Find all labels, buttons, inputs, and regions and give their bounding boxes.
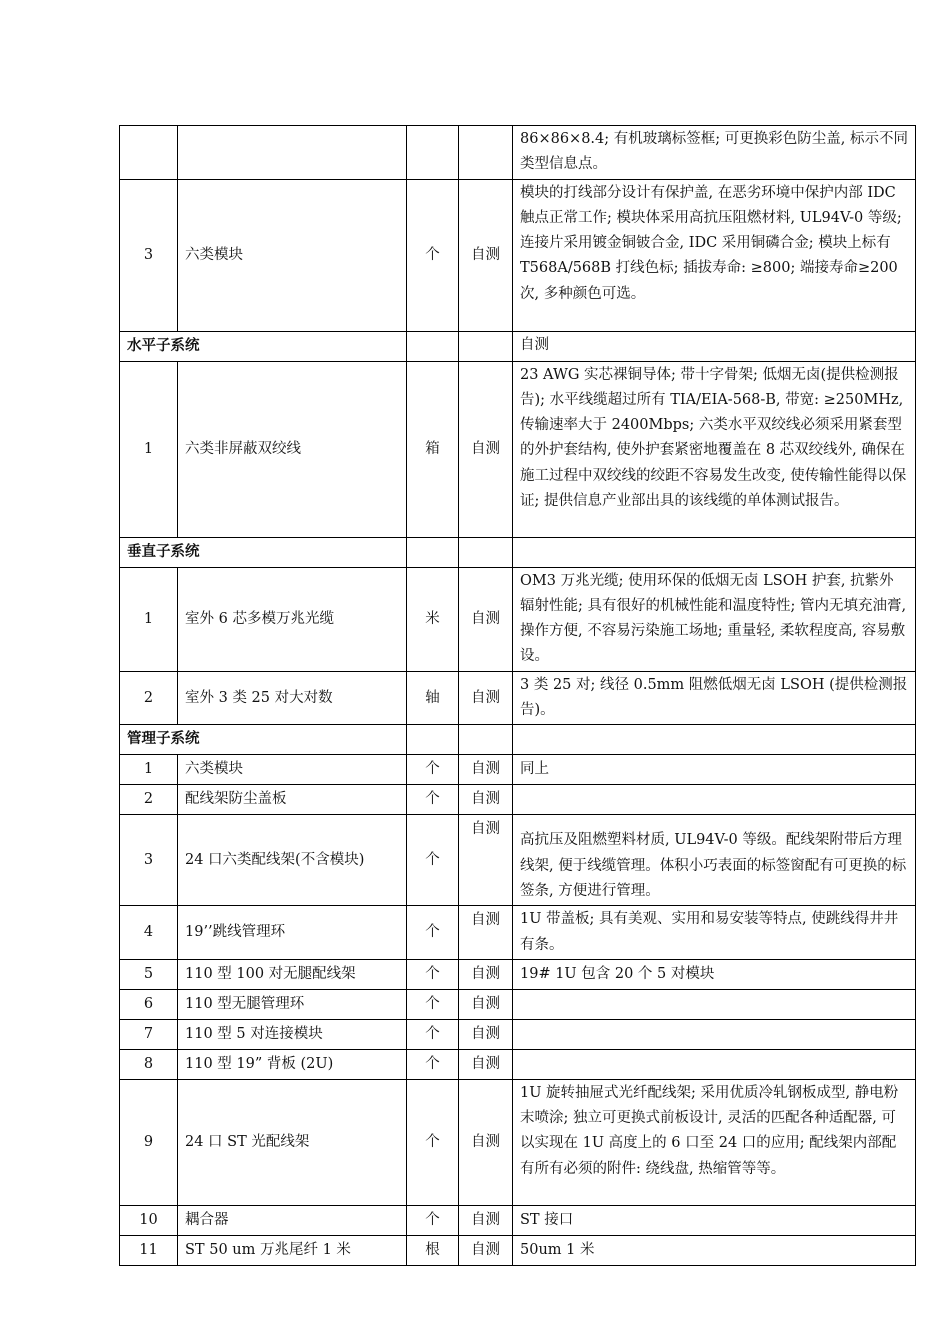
item-name-cell: 24 口 ST 光配线架	[178, 1079, 407, 1205]
row-number-cell: 7	[120, 1019, 178, 1049]
description-cell	[513, 1019, 916, 1049]
source-cell: 自测	[459, 959, 513, 989]
source-cell: 自测	[459, 906, 513, 960]
document-page	[119, 125, 915, 1266]
item-name-cell: 六类模块	[178, 755, 407, 785]
item-name-cell: 19’’跳线管理环	[178, 906, 407, 960]
source-cell: 自测	[459, 1049, 513, 1079]
source-cell: 自测	[459, 567, 513, 671]
description-cell: ST 接口	[513, 1205, 916, 1235]
source-cell: 自测	[459, 989, 513, 1019]
description-cell: 86×86×8.4; 有机玻璃标签框; 可更换彩色防尘盖, 标示不同类型信息点。	[513, 126, 916, 180]
unit-cell: 个	[407, 815, 459, 906]
unit-cell	[407, 126, 459, 180]
source-cell: 自测	[459, 1079, 513, 1205]
table-row	[120, 755, 916, 785]
table-row	[120, 126, 916, 180]
item-name-cell: 24 口六类配线架(不含模块)	[178, 815, 407, 906]
description-cell: 1U 旋转抽屉式光纤配线架; 采用优质冷轧钢板成型, 静电粉末喷涂; 独立可更换式前板设计, 灵活的匹配各种适配器, 可以实现在 1U 高度上的 6 口至 24 口的应用; 配线架内部配有所有必须的附件: 绕线盘, 热缩管等等。	[513, 1079, 916, 1205]
table-row	[120, 815, 916, 906]
table-row	[120, 671, 916, 725]
description-cell: 1U 带盖板; 具有美观、实用和易安装等特点, 使跳线得井井有条。	[513, 906, 916, 960]
row-number-cell: 3	[120, 815, 178, 906]
row-number-cell: 1	[120, 755, 178, 785]
item-name-cell: 室外 6 芯多模万兆光缆	[178, 567, 407, 671]
table-row	[120, 989, 916, 1019]
unit-cell: 个	[407, 989, 459, 1019]
table-row	[120, 567, 916, 671]
unit-cell: 个	[407, 1205, 459, 1235]
source-cell: 自测	[459, 1235, 513, 1265]
description-cell: 高抗压及阻燃塑料材质, UL94V-0 等级。配线架附带后方理线架, 便于线缆管理。体积小巧表面的标签窗配有可更换的标签条, 方便进行管理。	[513, 815, 916, 906]
table-row	[120, 179, 916, 331]
description-cell	[513, 725, 916, 755]
row-number-cell: 10	[120, 1205, 178, 1235]
description-cell: 23 AWG 实芯裸铜导体; 带十字骨架; 低烟无卤(提供检测报告); 水平线缆超过所有 TIA/EIA-568-B, 带宽: ≥250MHz, 传输速率大于 2400Mbps; 六类水平双绞线必须采用紧套型的外护套结构, 使外护套紧密地覆盖在 8 芯双绞线外, 确保在施工过程中双绞线的绞距不容易发生改变, 使传输性能得以保证; 提供信息产业部出具的该线缆的单体测试报告。	[513, 361, 916, 537]
description-cell	[513, 537, 916, 567]
unit-cell: 根	[407, 1235, 459, 1265]
row-number-cell: 5	[120, 959, 178, 989]
unit-cell	[407, 537, 459, 567]
table-row	[120, 361, 916, 537]
unit-cell: 个	[407, 906, 459, 960]
source-cell	[459, 331, 513, 361]
unit-cell: 箱	[407, 361, 459, 537]
row-number-cell: 3	[120, 179, 178, 331]
source-cell: 自测	[459, 815, 513, 906]
item-name-cell: 六类模块	[178, 179, 407, 331]
source-cell: 自测	[459, 671, 513, 725]
source-cell: 自测	[459, 1019, 513, 1049]
table-row	[120, 1049, 916, 1079]
table-row	[120, 1205, 916, 1235]
item-name-cell: 110 型 19” 背板 (2U)	[178, 1049, 407, 1079]
section-title: 管理子系统	[120, 725, 407, 755]
table-row	[120, 906, 916, 960]
source-cell	[459, 126, 513, 180]
unit-cell: 米	[407, 567, 459, 671]
row-number-cell: 11	[120, 1235, 178, 1265]
section-header-row	[120, 725, 916, 755]
item-name-cell: 110 型 5 对连接模块	[178, 1019, 407, 1049]
unit-cell: 个	[407, 179, 459, 331]
table-row	[120, 1079, 916, 1205]
table-row	[120, 1235, 916, 1265]
item-name-cell: 配线架防尘盖板	[178, 785, 407, 815]
description-cell: 3 类 25 对; 线径 0.5mm 阻燃低烟无卤 LSOH (提供检测报告)。	[513, 671, 916, 725]
source-cell: 自测	[459, 361, 513, 537]
unit-cell	[407, 725, 459, 755]
row-number-cell: 2	[120, 785, 178, 815]
section-title: 垂直子系统	[120, 537, 407, 567]
source-cell: 自测	[459, 785, 513, 815]
unit-cell: 轴	[407, 671, 459, 725]
source-cell	[459, 537, 513, 567]
item-name-cell: 110 型 100 对无腿配线架	[178, 959, 407, 989]
description-cell: 模块的打线部分设计有保护盖, 在恶劣环境中保护内部 IDC 触点正常工作; 模块体采用高抗压阻燃材料, UL94V-0 等级; 连接片采用镀金铜铍合金, IDC 采用铜磷合金; 模块上标有 T568A/568B 打线色标; 插拔寿命: ≥800; 端接寿命≥200 次, 多种颜色可选。	[513, 179, 916, 331]
unit-cell	[407, 331, 459, 361]
row-number-cell: 1	[120, 567, 178, 671]
section-header-row	[120, 331, 916, 361]
description-cell: 自测	[513, 331, 916, 361]
section-title: 水平子系统	[120, 331, 407, 361]
row-number-cell	[120, 126, 178, 180]
description-cell	[513, 1049, 916, 1079]
description-cell: 19# 1U 包含 20 个 5 对模块	[513, 959, 916, 989]
unit-cell: 个	[407, 1019, 459, 1049]
source-cell: 自测	[459, 179, 513, 331]
source-cell: 自测	[459, 755, 513, 785]
row-number-cell: 6	[120, 989, 178, 1019]
item-name-cell: 110 型无腿管理环	[178, 989, 407, 1019]
item-name-cell: ST 50 um 万兆尾纤 1 米	[178, 1235, 407, 1265]
description-cell	[513, 785, 916, 815]
unit-cell: 个	[407, 755, 459, 785]
row-number-cell: 8	[120, 1049, 178, 1079]
table-row	[120, 1019, 916, 1049]
row-number-cell: 1	[120, 361, 178, 537]
row-number-cell: 2	[120, 671, 178, 725]
item-name-cell	[178, 126, 407, 180]
source-cell: 自测	[459, 1205, 513, 1235]
unit-cell: 个	[407, 785, 459, 815]
unit-cell: 个	[407, 1049, 459, 1079]
table-row	[120, 959, 916, 989]
table-row	[120, 785, 916, 815]
unit-cell: 个	[407, 959, 459, 989]
item-name-cell: 六类非屏蔽双绞线	[178, 361, 407, 537]
row-number-cell: 9	[120, 1079, 178, 1205]
section-header-row	[120, 537, 916, 567]
equipment-spec-table	[119, 125, 916, 1266]
description-cell: 50um 1 米	[513, 1235, 916, 1265]
item-name-cell: 室外 3 类 25 对大对数	[178, 671, 407, 725]
item-name-cell: 耦合器	[178, 1205, 407, 1235]
description-cell: 同上	[513, 755, 916, 785]
description-cell	[513, 989, 916, 1019]
row-number-cell: 4	[120, 906, 178, 960]
source-cell	[459, 725, 513, 755]
unit-cell: 个	[407, 1079, 459, 1205]
description-cell: OM3 万兆光缆; 使用环保的低烟无卤 LSOH 护套, 抗紫外辐射性能; 具有很好的机械性能和温度特性; 管内无填充油膏, 操作方便, 不容易污染施工场地; 重量轻, 柔软程度高, 容易敷设。	[513, 567, 916, 671]
